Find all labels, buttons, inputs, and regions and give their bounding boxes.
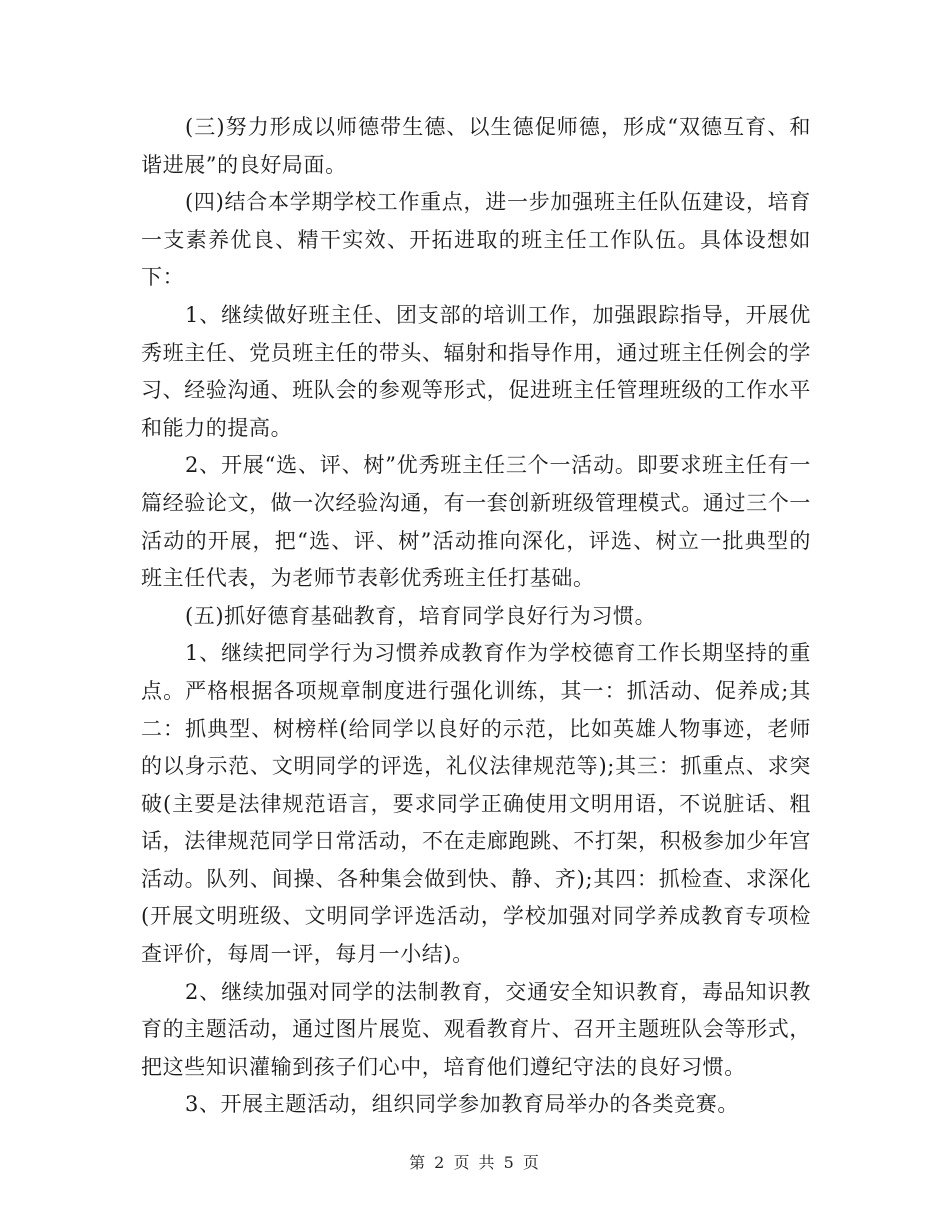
paragraph-item-5-2: 2、继续加强对同学的法制教育，交通安全知识教育，毒品知识教育的主题活动，通过图片展览、观看教育片、召开主题班队会等形式，把这些知识灌输到孩子们心中，培育他们遵纪守法的良好习惯。 — [141, 979, 811, 1079]
paragraph-item-4-1: 1、继续做好班主任、团支部的培训工作，加强跟踪指导，开展优秀班主任、党员班主任的带头、辐射和指导作用，通过班主任例会的学习、经验沟通、班队会的参观等形式，促进班主任管理班级的工作水平和能力的提高。 — [141, 302, 811, 440]
paragraph-item-4-2: 2、开展“选、评、树”优秀班主任三个一活动。即要求班主任有一篇经验论文，做一次经验沟通，有一套创新班级管理模式。通过三个一活动的开展，把“选、评、树”活动推向深化，评选、树立一批典型的班主任代表，为老师节表彰优秀班主任打基础。 — [141, 453, 811, 591]
page-number-footer: 第 2 页 共 5 页 — [409, 1153, 541, 1172]
paragraph-item-5-3: 3、开展主题活动，组织同学参加教育局举办的各类竞赛。 — [185, 1092, 739, 1117]
paragraph-section-4: (四)结合本学期学校工作重点，进一步加强班主任队伍建设，培育一支素养优良、精干实效、开拓进取的班主任工作队伍。具体设想如下： — [141, 190, 811, 290]
paragraph-section-3: (三)努力形成以师德带生德、以生德促师德，形成“双德互育、和谐进展”的良好局面。 — [141, 115, 811, 177]
paragraph-item-5-1: 1、继续把同学行为习惯养成教育作为学校德育工作长期坚持的重点。严格根据各项规章制度进行强化训练，其一：抓活动、促养成;其二：抓典型、树榜样(给同学以良好的示范，比如英雄人物事迹，老师的以身示范、文明同学的评选，礼仪法律规范等);其三：抓重点、求突破(主要是法律规范语言，要求同学正确使用文明用语，不说脏话、粗话，法律规范同学日常活动，不在走廊跑跳、不打架，积极参加少年宫活动。队列、间操、各种集会做到快、静、齐);其四：抓检查、求深化(开展文明班级、文明同学评选活动，学校加强对同学养成教育专项检查评价，每周一评，每月一小结)。 — [141, 641, 811, 967]
paragraph-section-5: (五)抓好德育基础教育，培育同学良好行为习惯。 — [185, 603, 657, 628]
document-body — [141, 109, 811, 1124]
